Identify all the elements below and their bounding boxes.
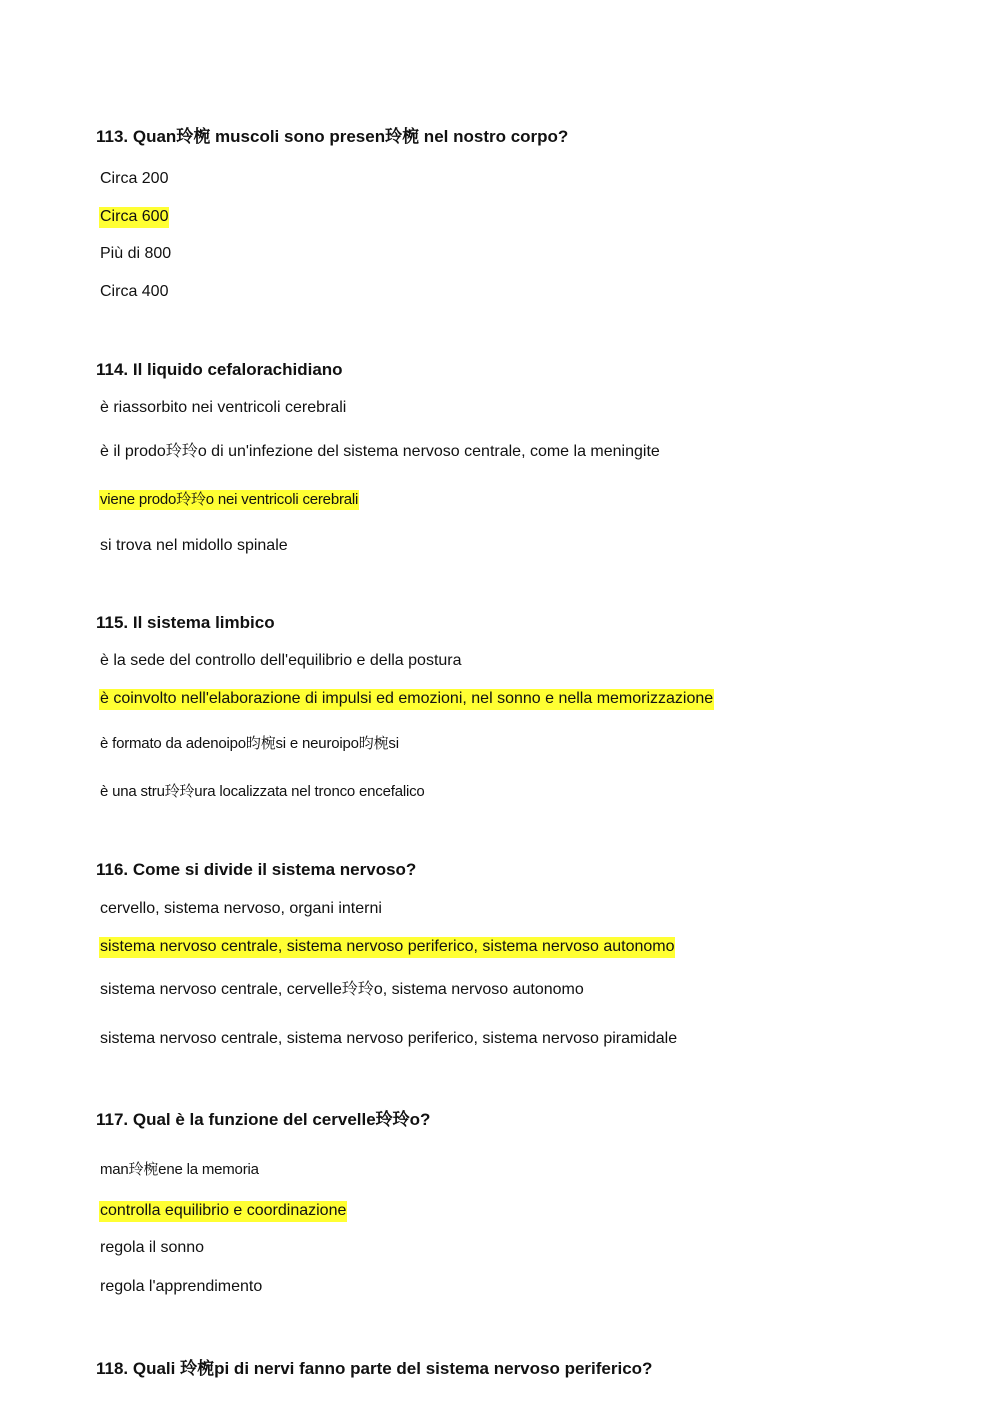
question-title-118: 118. Quali 玲椀pi di nervi fanno parte del sistema nervoso periferico? <box>96 1359 653 1378</box>
answer-option: cervello, sistema nervoso, organi interni <box>100 900 382 917</box>
answer-option: man玲椀ene la memoria <box>100 1161 259 1178</box>
answer-option-highlighted: Circa 600 <box>99 207 169 228</box>
answer-option: è formato da adenoipo昀椀si e neuroipo昀椀si <box>100 735 399 752</box>
answer-option: Più di 800 <box>100 245 172 262</box>
answer-option: è riassorbito nei ventricoli cerebrali <box>100 399 347 416</box>
answer-option: si trova nel midollo spinale <box>100 537 288 554</box>
question-title-113: 113. Quan玲椀 muscoli sono presen玲椀 nel nostro corpo? <box>96 127 569 146</box>
answer-option: è una stru玲玲ura localizzata nel tronco encefalico <box>100 783 425 800</box>
answer-option: è la sede del controllo dell'equilibrio e della postura <box>100 652 462 669</box>
answer-option: sistema nervoso centrale, cervelle玲玲o, sistema nervoso autonomo <box>100 981 584 998</box>
answer-option-highlighted: è coinvolto nell'elaborazione di impulsi ed emozioni, nel sonno e nella memorizzazione <box>99 689 714 710</box>
answer-option-highlighted: viene prodo玲玲o nei ventricoli cerebrali <box>100 491 359 508</box>
question-title-116: 116. Come si divide il sistema nervoso? <box>96 860 417 879</box>
answer-option: sistema nervoso centrale, sistema nervoso periferico, sistema nervoso piramidale <box>100 1030 678 1047</box>
answer-option-highlighted: controlla equilibrio e coordinazione <box>99 1201 347 1222</box>
question-title-115: 115. Il sistema limbico <box>96 613 275 632</box>
answer-option: è il prodo玲玲o di un'infezione del sistema nervoso centrale, come la meningite <box>100 443 660 460</box>
answer-option: Circa 200 <box>100 170 169 187</box>
answer-option: regola l'apprendimento <box>100 1278 263 1295</box>
answer-option: regola il sonno <box>100 1239 205 1256</box>
question-title-117: 117. Qual è la funzione del cervelle玲玲o? <box>96 1110 431 1129</box>
answer-option: Circa 400 <box>100 283 169 300</box>
answer-option-highlighted: sistema nervoso centrale, sistema nervoso periferico, sistema nervoso autonomo <box>99 937 675 958</box>
question-title-114: 114. Il liquido cefalorachidiano <box>96 360 343 379</box>
